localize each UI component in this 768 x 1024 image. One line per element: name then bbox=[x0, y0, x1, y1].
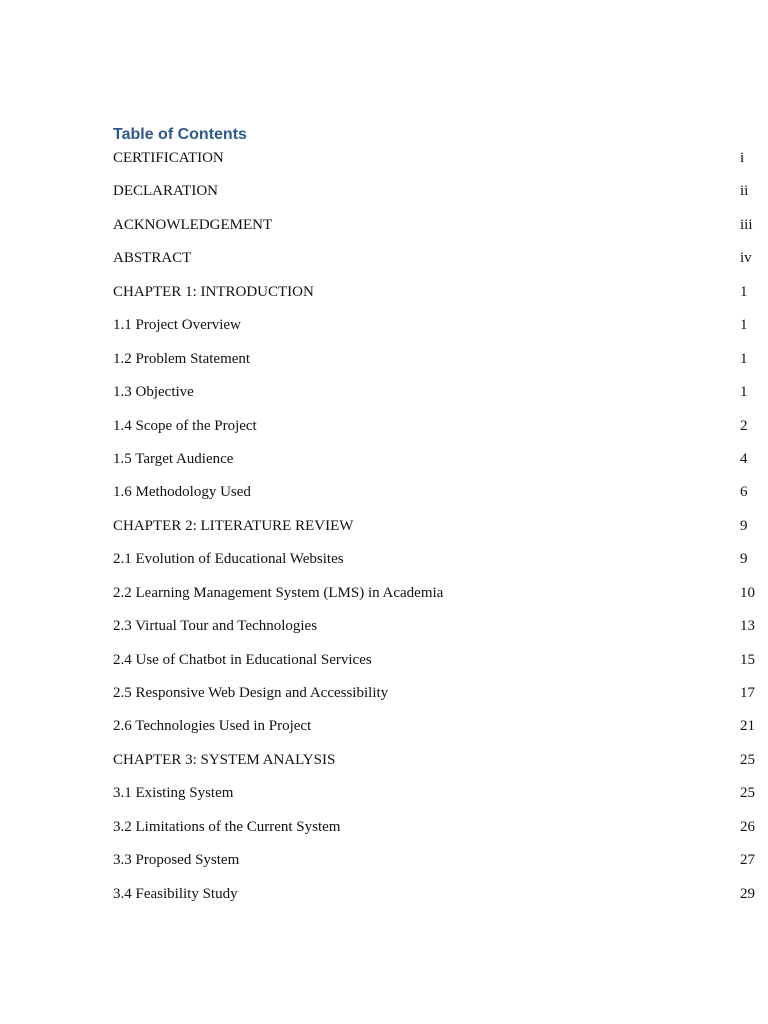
toc-entry[interactable] bbox=[113, 648, 758, 681]
toc-entry-title: 3.4 Feasibility Study bbox=[113, 885, 238, 902]
toc-entry-page: i bbox=[740, 150, 745, 166]
toc-entry[interactable] bbox=[113, 848, 758, 881]
toc-entry-title: CHAPTER 1: INTRODUCTION bbox=[113, 283, 314, 300]
toc-entry[interactable] bbox=[113, 815, 758, 848]
toc-entry[interactable] bbox=[113, 213, 758, 246]
toc-entry-title: 1.3 Objective bbox=[113, 384, 194, 401]
toc-list bbox=[113, 146, 758, 915]
toc-entry-title: 2.3 Virtual Tour and Technologies bbox=[113, 618, 318, 635]
toc-entry-title: CHAPTER 2: LITERATURE REVIEW bbox=[113, 517, 354, 534]
toc-entry-title: 3.1 Existing System bbox=[113, 785, 234, 802]
toc-entry[interactable] bbox=[113, 246, 758, 279]
toc-entry[interactable] bbox=[113, 280, 758, 313]
toc-entry-title: 2.2 Learning Management System (LMS) in Academia bbox=[113, 584, 444, 601]
toc-entry-page: 1 bbox=[740, 384, 748, 401]
toc-entry-page: 15 bbox=[740, 651, 755, 668]
toc-entry-page: 10 bbox=[740, 584, 755, 601]
toc-entry-title: 3.2 Limitations of the Current System bbox=[113, 818, 341, 835]
toc-entry-title: 1.4 Scope of the Project bbox=[113, 417, 257, 434]
toc-entry[interactable] bbox=[113, 748, 758, 781]
toc-entry-title: 1.5 Target Audience bbox=[113, 450, 234, 467]
toc-entry-title: 2.4 Use of Chatbot in Educational Services bbox=[113, 651, 372, 668]
toc-entry-title: CHAPTER 3: SYSTEM ANALYSIS bbox=[113, 751, 336, 768]
toc-entry[interactable] bbox=[113, 179, 758, 212]
toc-entry-page: 26 bbox=[740, 818, 755, 835]
toc-entry[interactable] bbox=[113, 347, 758, 380]
toc-entry-page: 13 bbox=[740, 618, 755, 635]
toc-entry-page: 25 bbox=[740, 751, 755, 768]
toc-entry-title: 2.5 Responsive Web Design and Accessibility bbox=[113, 685, 389, 701]
toc-entry[interactable] bbox=[113, 146, 758, 179]
toc-entry[interactable] bbox=[113, 614, 758, 647]
toc-entry[interactable] bbox=[113, 781, 758, 814]
toc-entry-page: ii bbox=[740, 183, 749, 200]
toc-entry-page: 4 bbox=[740, 450, 748, 467]
toc-entry-title: ACKNOWLEDGEMENT bbox=[113, 216, 273, 233]
toc-entry-page: 17 bbox=[740, 685, 755, 701]
toc-entry[interactable] bbox=[113, 681, 758, 714]
toc-entry-title: 2.6 Technologies Used in Project bbox=[113, 718, 312, 735]
toc-entry-page: 9 bbox=[740, 551, 748, 568]
toc-entry-page: 27 bbox=[740, 852, 755, 869]
toc-entry-title: 2.1 Evolution of Educational Websites bbox=[113, 551, 344, 568]
toc-entry-page: 21 bbox=[740, 718, 755, 735]
toc-entry-page: 1 bbox=[740, 350, 748, 367]
toc-entry[interactable] bbox=[113, 514, 758, 547]
toc-entry-page: 29 bbox=[740, 885, 755, 902]
toc-entry-title: CERTIFICATION bbox=[113, 150, 224, 166]
toc-entry-page: iii bbox=[740, 216, 753, 233]
toc-entry-page: 1 bbox=[740, 283, 748, 300]
toc-entry[interactable] bbox=[113, 380, 758, 413]
toc-entry-title: 1.2 Problem Statement bbox=[113, 350, 251, 367]
toc-entry-title: DECLARATION bbox=[113, 183, 218, 200]
toc-entry[interactable] bbox=[113, 581, 758, 614]
toc-entry-page: 25 bbox=[740, 785, 755, 802]
toc-entry[interactable] bbox=[113, 447, 758, 480]
toc-entry[interactable] bbox=[113, 547, 758, 580]
toc-entry-page: 6 bbox=[740, 484, 748, 501]
toc-entry-title: ABSTRACT bbox=[113, 250, 192, 267]
toc-entry-title: 1.6 Methodology Used bbox=[113, 484, 251, 501]
toc-entry-page: 2 bbox=[740, 417, 748, 434]
toc-entry[interactable] bbox=[113, 414, 758, 447]
toc-entry-page: 1 bbox=[740, 317, 748, 334]
toc-entry[interactable] bbox=[113, 480, 758, 513]
toc-entry-page: 9 bbox=[740, 517, 748, 534]
toc-entry-title: 3.3 Proposed System bbox=[113, 852, 240, 869]
table-of-contents bbox=[113, 124, 758, 915]
toc-entry-title: 1.1 Project Overview bbox=[113, 317, 241, 334]
toc-heading: Table of Contents bbox=[113, 126, 247, 143]
toc-entry[interactable] bbox=[113, 882, 758, 915]
toc-entry[interactable] bbox=[113, 313, 758, 346]
toc-entry-page: iv bbox=[740, 250, 752, 267]
toc-entry[interactable] bbox=[113, 714, 758, 747]
